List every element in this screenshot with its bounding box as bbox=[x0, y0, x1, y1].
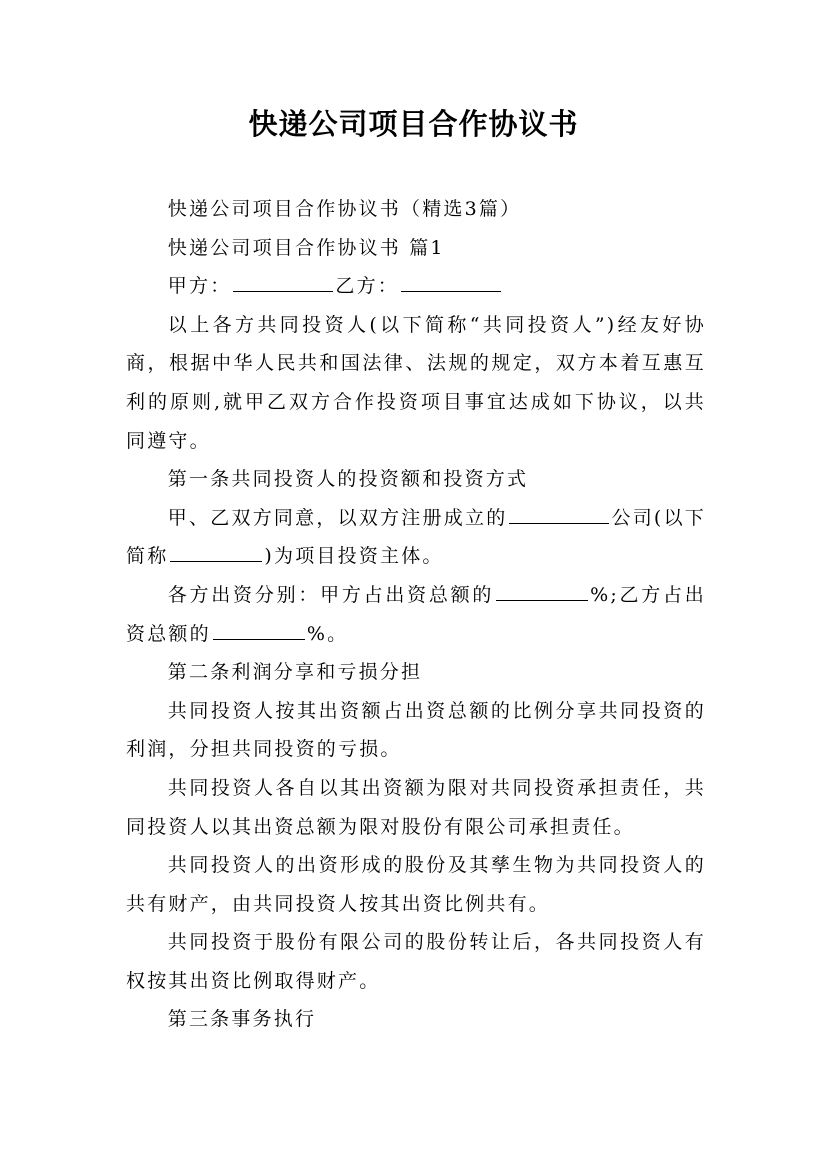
intro-paragraph: 以上各方共同投资人(以下简称“共同投资人”)经友好协商，根据中华人民共和国法律、法规的规定，双方本着互惠互利的原则,就甲乙双方合作投资项目事宜达成如下协议，以共同遵守。 bbox=[126, 313, 706, 452]
party-b-blank bbox=[401, 273, 501, 292]
party-a-share-blank bbox=[496, 582, 588, 601]
article-1-p2-text-2: %;乙方占出资总额的 bbox=[126, 583, 706, 645]
article-1-title: 第一条共同投资人的投资额和投资方式 bbox=[167, 468, 529, 491]
party-a-label: 甲方： bbox=[167, 275, 232, 298]
document-body bbox=[126, 190, 706, 1039]
company-name-blank bbox=[509, 505, 609, 524]
article-1-p1-text-2: 公司(以下简称 bbox=[126, 506, 707, 568]
party-b-share-blank bbox=[213, 621, 305, 640]
article-2-paragraph-3: 共同投资人的出资形成的股份及其孳生物为共同投资人的共有财产，由共同投资人按其出资比例共有。 bbox=[126, 854, 706, 915]
party-a-blank bbox=[233, 273, 333, 292]
article-1-p1-text-3: )为项目投资主体。 bbox=[264, 545, 444, 568]
document-subtitle: 快递公司项目合作协议书（精选3篇） bbox=[167, 198, 522, 220]
article-1-p2-text-3: %。 bbox=[306, 622, 349, 645]
article-2-title: 第二条利润分享和亏损分担 bbox=[167, 661, 423, 684]
company-short-name-blank bbox=[170, 543, 262, 562]
chapter-heading: 快递公司项目合作协议书 篇1 bbox=[167, 236, 445, 259]
article-1-paragraph-2 bbox=[126, 576, 706, 653]
article-3-title: 第三条事务执行 bbox=[167, 1008, 317, 1031]
article-1-p1-text-1: 甲、乙双方同意，以双方注册成立的 bbox=[167, 506, 508, 529]
article-2-paragraph-4: 共同投资于股份有限公司的股份转让后，各共同投资人有权按其出资比例取得财产。 bbox=[126, 931, 706, 992]
party-b-label: 乙方： bbox=[335, 275, 400, 298]
article-1-paragraph-1 bbox=[126, 499, 706, 576]
document-title: 快递公司项目合作协议书 bbox=[248, 107, 579, 141]
article-2-paragraph-1: 共同投资人按其出资额占出资总额的比例分享共同投资的利润，分担共同投资的亏损。 bbox=[126, 699, 706, 761]
parties-line bbox=[126, 267, 706, 306]
article-1-p2-text-1: 各方出资分别：甲方占出资总额的 bbox=[167, 583, 495, 606]
article-2-paragraph-2: 共同投资人各自以其出资额为限对共同投资承担责任，共同投资人以其出资总额为限对股份有限公司承担责任。 bbox=[126, 776, 706, 838]
